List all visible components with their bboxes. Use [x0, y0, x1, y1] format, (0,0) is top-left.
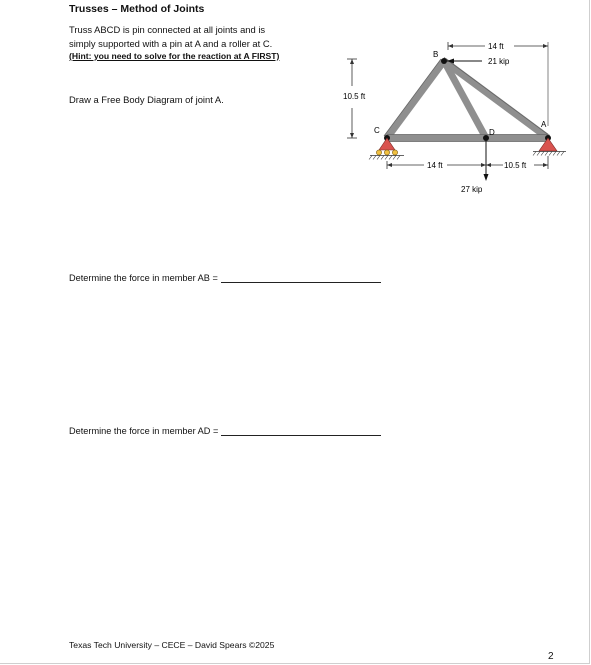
label-b: B — [433, 50, 439, 59]
question-ab-label: Determine the force in member AB = — [69, 273, 218, 283]
problem-line-2: simply supported with a pin at A and a roller at C. — [69, 37, 273, 49]
label-d: D — [489, 128, 495, 137]
member-cb — [387, 61, 444, 138]
fbd-prompt: Draw a Free Body Diagram of joint A. — [69, 94, 224, 105]
dim-top-width: 14 ft — [488, 42, 504, 51]
dim-height: 10.5 ft — [343, 92, 366, 101]
dim-bottom-right: 10.5 ft — [504, 161, 527, 170]
joint-b-pin — [441, 58, 447, 64]
answer-line-ab[interactable] — [221, 274, 381, 283]
page-number: 2 — [548, 651, 554, 662]
footer-credit: Texas Tech University – CECE – David Spears ©2025 — [69, 640, 275, 650]
question-ad — [69, 426, 381, 436]
answer-line-ad[interactable] — [221, 427, 381, 436]
horizontal-load-arrow — [447, 59, 482, 64]
vertical-load-arrow — [484, 141, 489, 181]
section-title: Trusses – Method of Joints — [69, 3, 205, 15]
question-ab — [69, 273, 381, 283]
problem-line-1: Truss ABCD is pin connected at all joints and is — [69, 24, 266, 35]
truss-figure — [330, 38, 570, 203]
load-horizontal: 21 kip — [488, 57, 510, 66]
load-vertical: 27 kip — [461, 185, 483, 194]
question-ad-label: Determine the force in member AD = — [69, 426, 219, 436]
problem-hint: (Hint: you need to solve for the reaction at A FIRST) — [69, 51, 280, 61]
dim-bottom-left: 14 ft — [427, 161, 443, 170]
member-ba — [444, 61, 548, 138]
label-a: A — [541, 120, 547, 129]
truss-members — [384, 58, 548, 142]
problem-statement — [69, 23, 319, 64]
top-width-dimension — [448, 42, 548, 126]
label-c: C — [374, 126, 380, 135]
